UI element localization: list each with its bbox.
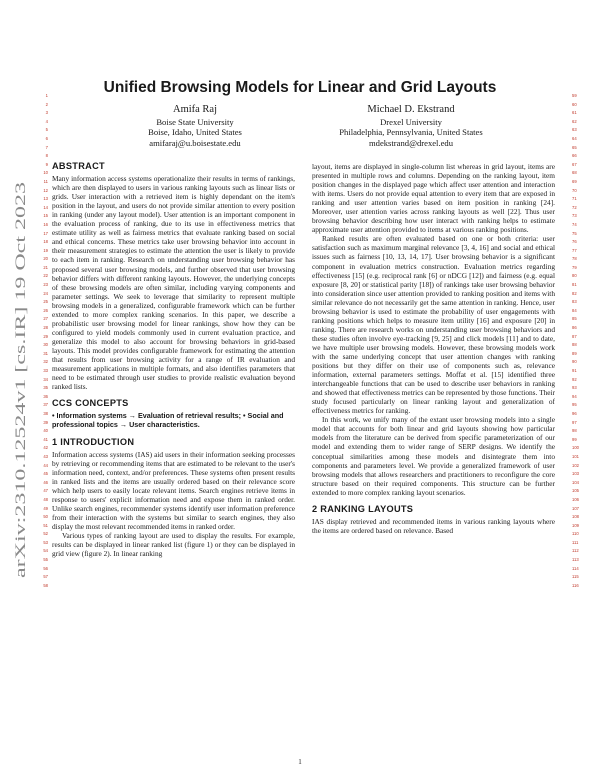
author-email: amifaraj@u.boisestate.edu [149, 137, 241, 148]
line-numbers-right [572, 92, 586, 590]
line-number: 21 [43, 264, 48, 270]
line-number: 37 [43, 402, 48, 408]
line-number: 98 [572, 428, 577, 434]
line-number: 100 [572, 445, 579, 451]
line-number: 84 [572, 307, 577, 313]
page-number: 1 [298, 758, 302, 766]
line-number: 16 [43, 221, 48, 227]
line-number: 19 [43, 247, 48, 253]
line-number: 85 [572, 316, 577, 322]
line-number: 88 [572, 342, 577, 348]
line-number: 106 [572, 496, 579, 502]
line-number: 78 [572, 256, 577, 262]
line-number: 104 [572, 479, 579, 485]
line-number: 76 [572, 239, 577, 245]
line-number: 67 [572, 161, 577, 167]
line-number: 94 [572, 393, 577, 399]
line-number: 110 [572, 531, 579, 537]
line-number: 107 [572, 505, 579, 511]
line-number: 55 [43, 557, 48, 563]
intro-heading: 1 INTRODUCTION [52, 436, 135, 447]
line-number: 25 [43, 299, 48, 305]
line-number: 3 [45, 110, 48, 116]
author-block-1 [80, 105, 310, 148]
line-number: 48 [43, 496, 48, 502]
line-number: 29 [43, 333, 48, 339]
line-number: 74 [572, 221, 577, 227]
line-number: 11 [43, 178, 48, 184]
line-number: 23 [43, 282, 48, 288]
line-number: 9 [45, 161, 48, 167]
line-number: 66 [572, 153, 577, 159]
line-number: 86 [572, 325, 577, 331]
line-number: 114 [572, 565, 579, 571]
line-number: 32 [43, 359, 48, 365]
author-name: Michael D. Ekstrand [367, 104, 455, 115]
left-column [52, 162, 295, 558]
line-number: 12 [43, 187, 48, 193]
line-number: 102 [572, 462, 579, 468]
line-number: 50 [43, 514, 48, 520]
line-number: 4 [45, 118, 48, 124]
line-number: 96 [572, 410, 577, 416]
line-number: 105 [572, 488, 579, 494]
line-number: 18 [43, 239, 48, 245]
line-number: 89 [572, 350, 577, 356]
line-number: 43 [43, 453, 48, 459]
body-paragraph-2: Ranked results are often evaluated based on one or both criteria: user satisfaction such as maximum marginal relevance [3, 4, 16] and social and ethical issues such as fairness [10, 13, 14, 17]. User browsing behavior is a significant component in evaluation metrics construction. Evaluation metrics regarding effectiveness [15] (e.g. reciprocal rank [6] or nDCG [12]) and fairness (e.g. equal exposure [8, 20] or statistical parity [18]) of rankings take user browsing behavior into consideration since user attention provided to ranking position and items with similar relevance do not necessarily get the same attention in ranking. Hence, user browsing behavior is used to estimate the probability of user engagements with ranking positions which helps to measure item utility [16] and exposure [20] in ranking. There are research works on understanding user browsing behaviors and these studies often involve eye-tracking [9, 25] and click models [11] and to date, we have multiple user browsing models. However, these browsing models work with the same underlying concept that user attention changes with ranking positions but they differ on their use of components such as, relevance information, external parameters settings. Moffat et al. [15] identified three interchangeable functions that can be used to describe user behaviors in ranking and showed that effectiveness metrics can be represented by those functions. Their study focused particularly on linear ranking layout and generalization of effectiveness metrics for ranking. [312, 234, 555, 416]
line-number: 62 [572, 118, 577, 124]
line-number: 101 [572, 453, 579, 459]
body-paragraph-4: IAS display retrieved and recommended items in various ranking layouts where the items are ordered based on relevance. Based [312, 516, 555, 535]
line-number: 111 [572, 539, 579, 545]
line-number: 2 [45, 101, 48, 107]
line-number: 54 [43, 548, 48, 554]
ccs-concepts: • Information systems → Evaluation of retrieval results; • Social and professional topics → User characteristics. [52, 411, 284, 430]
line-number: 63 [572, 127, 577, 133]
line-number: 99 [572, 436, 577, 442]
line-number: 70 [572, 187, 577, 193]
author-block-2 [296, 105, 526, 148]
line-number: 24 [43, 290, 48, 296]
line-number: 72 [572, 204, 577, 210]
line-number: 52 [43, 531, 48, 537]
line-number: 26 [43, 307, 48, 313]
line-number: 22 [43, 273, 48, 279]
line-number: 45 [43, 471, 48, 477]
intro-paragraph-2: Various types of ranking layout are used to display the results. For example, results can be displayed in linear ranked list (figure 1) or they can be displayed in grid view (figure 2). In linear ranking [52, 531, 295, 559]
line-number: 108 [572, 514, 579, 520]
line-number: 116 [572, 582, 579, 588]
arxiv-stamp-text: arXiv:2310.12524v1 [cs.IR] 19 Oct 2023 [13, 330, 29, 578]
author-location: Philadelphia, Pennsylvania, United States [339, 127, 483, 138]
line-number: 58 [43, 582, 48, 588]
line-number: 49 [43, 505, 48, 511]
right-column [312, 162, 555, 535]
line-number: 65 [572, 144, 577, 150]
ccs-heading: CCS CONCEPTS [52, 398, 129, 409]
line-number: 93 [572, 385, 577, 391]
line-number: 38 [43, 410, 48, 416]
line-number: 82 [572, 290, 577, 296]
line-numbers-left [38, 92, 48, 590]
section-2-heading: 2 RANKING LAYOUTS [312, 503, 414, 514]
author-affiliation: Drexel University [380, 116, 442, 127]
line-number: 13 [43, 196, 48, 202]
line-number: 31 [43, 350, 48, 356]
line-number: 73 [572, 213, 577, 219]
line-number: 87 [572, 333, 577, 339]
line-number: 81 [572, 282, 577, 288]
line-number: 80 [572, 273, 577, 279]
line-number: 33 [43, 368, 48, 373]
line-number: 71 [572, 196, 577, 202]
line-number: 109 [572, 522, 579, 528]
line-number: 68 [572, 170, 577, 176]
line-number: 41 [43, 436, 48, 442]
line-number: 90 [572, 359, 577, 365]
line-number: 14 [43, 204, 48, 210]
line-number: 61 [572, 110, 577, 116]
line-number: 28 [43, 325, 48, 331]
author-name: Amifa Raj [172, 104, 218, 115]
line-number: 7 [45, 144, 48, 150]
line-number: 30 [43, 342, 48, 348]
line-number: 1 [45, 93, 48, 98]
body-paragraph-3: In this work, we unify many of the extant user browsing models into a single model that accounts for both linear and grid layouts showing how particular models from the literature can be derived from specific parameterization of our model and extending them to wider range of SERP designs. We identify the conceptual similarities among these models and disintegrate them into components and parameters level. We provide a generalized framework of user browsing models that allows researchers and practitioners to reconfigure the core structure based on their required components. This structure can be further extended to more complex ranking layout scenarios. [312, 415, 555, 497]
line-number: 59 [572, 93, 577, 98]
line-number: 53 [43, 539, 48, 545]
line-number: 75 [572, 230, 577, 236]
line-number: 40 [43, 428, 48, 434]
line-number: 8 [45, 153, 48, 159]
line-number: 44 [43, 462, 48, 468]
line-number: 83 [572, 299, 577, 305]
line-number: 77 [572, 247, 577, 253]
line-number: 112 [572, 548, 579, 554]
line-number: 91 [572, 368, 577, 373]
line-number: 6 [45, 135, 48, 141]
author-affiliation: Boise State University [156, 116, 234, 127]
line-number: 115 [572, 574, 579, 580]
author-email: mdekstrand@drexel.edu [368, 137, 454, 148]
intro-paragraph-1: Information access systems (IAS) aid users in their information seeking processes by retrieving or recommending items that are estimated to be relevant to the user's information need, context, and/or preferences. These systems often present results in ranked lists and the items are usually ordered based on their relevance score which help users to easily locate relevant items. Search engines retrieve items in response to users' explicit information need and expose them in ranked order. Unlike search engines, recommender systems identify user information preference from their interaction with the systems but similar to search engines, they also display the most relevant recommended items in ranked order. [52, 449, 295, 532]
arxiv-stamp [6, 180, 30, 580]
paper-title: Unified Browsing Models for Linear and Grid Layouts [103, 79, 497, 96]
line-number: 60 [572, 101, 577, 107]
line-number: 69 [572, 178, 577, 184]
body-paragraph-1: layout, items are displayed in single-column list whereas in grid layout, items are presented in multiple rows and columns. Depending on the ranking layout, item position changes in the displayed page which affect user attention and interaction with items. Users do not provide equal attention to every item that are exposed in ranking and user attention varies based on item position in ranking [24]. Moreover, user attention varies across ranking layouts as well [22]. Thus user browsing behavior describing how user interact with ranking helps to estimate approximate user attention provided to items at various ranking positions. [312, 162, 555, 235]
line-number: 79 [572, 264, 577, 270]
line-number: 42 [43, 445, 48, 451]
line-number: 17 [43, 230, 48, 236]
line-number: 97 [572, 419, 577, 425]
line-number: 113 [572, 557, 579, 563]
line-number: 103 [572, 471, 579, 477]
line-number: 51 [43, 522, 48, 528]
line-number: 95 [572, 402, 577, 408]
abstract-text: Many information access systems operationalize their results in terms of rankings, which are then displayed to users in various ranking layouts such as linear lists or grids. User interaction with a retrieved item is highly dependant on the item's position in the layout, and users do not provide similar attention to every position in ranking (under any layout model). User attention is an important component in the evaluation process of ranking, due to its use in effectiveness metrics that estimate utility as well as fairness metrics that evaluate ranking based on social and ethical concerns. These metrics take user browsing behavior into account in their measurement strategies to estimate the attention the user is likely to provide to each item in ranking. Research on understanding user browsing behavior has proposed several user browsing models, and further observed that user browsing behavior differs with different ranking layouts. However, the underlying concepts of these browsing models are often similar, including varying components and parameter settings. We seek to leverage that similarity to represent multiple browsing models in a generalized, configurable framework which can be further extended to more complex ranking scenarios. In this paper, we describe a probabilistic user browsing model for linear rankings, show how they can be configured to yield models commonly used in current evaluation practice, and generalize this model to also account for browsing behaviors in grid-based layouts. This model provides configurable framework for estimating the attention that results from user browsing activity for a range of IR evaluation and measurement applications in multiple formats, and also identifies parameters that need to be estimated through user studies to provide realistic evaluation beyond ranked lists. [52, 174, 295, 392]
line-number: 15 [43, 213, 48, 219]
line-number: 36 [43, 393, 48, 399]
line-number: 57 [43, 574, 48, 580]
line-number: 39 [43, 419, 48, 425]
line-number: 5 [45, 127, 48, 133]
line-number: 20 [43, 256, 48, 262]
abstract-heading: ABSTRACT [52, 161, 105, 171]
author-location: Boise, Idaho, United States [148, 127, 242, 138]
line-number: 64 [572, 135, 577, 141]
line-number: 47 [43, 488, 48, 494]
line-number: 35 [43, 385, 48, 391]
line-number: 92 [572, 376, 577, 382]
line-number: 34 [43, 376, 48, 382]
line-number: 46 [43, 479, 48, 485]
line-number: 56 [43, 565, 48, 571]
line-number: 27 [43, 316, 48, 322]
line-number: 10 [43, 170, 48, 176]
